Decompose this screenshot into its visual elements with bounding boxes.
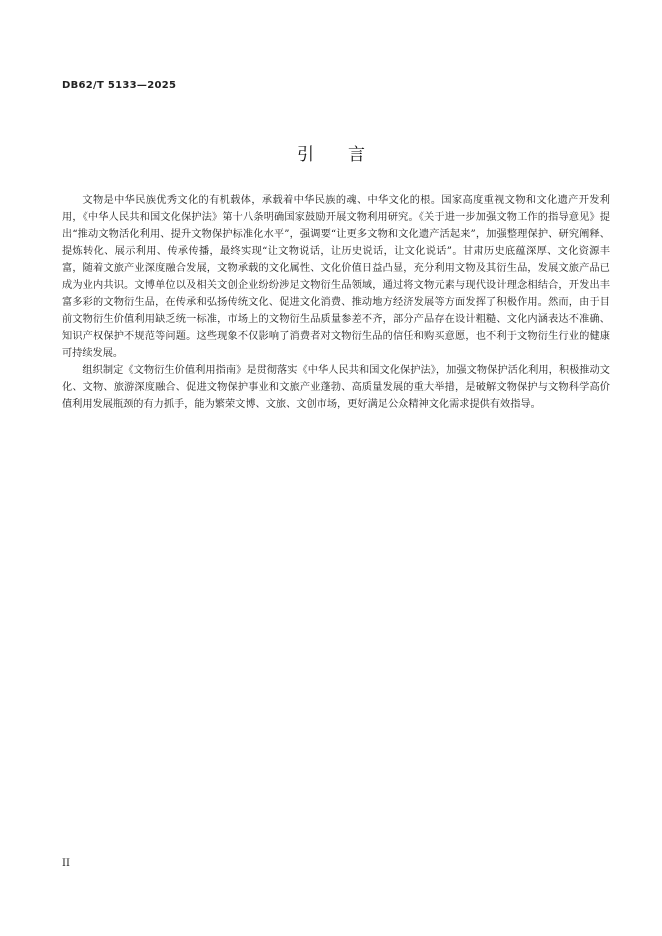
body-text — [62, 192, 610, 413]
paragraph-1: 文物是中华民族优秀文化的有机载体，承载着中华民族的魂、中华文化的根。国家高度重视文物和文化遗产开发利用，《中华人民共和国文化保护法》第十八条明确国家鼓励开展文物利用研究。《关于进一步加强文物工作的指导意见》提出“推动文物活化利用、提升文物保护标准化水平”，强调要“让更多文物和文化遗产活起来”，加强整理保护、研究阐释、提炼转化、展示利用、传承传播，最终实现“让文物说话，让历史说话，让文化说话”。甘肃历史底蕴深厚、文化资源丰富，随着文旅产业深度融合发展，文物承载的文化属性、文化价值日益凸显，充分利用文物及其衍生品，发展文旅产品已成为业内共识。文博单位以及相关文创企业纷纷涉足文物衍生品领域，通过将文物元素与现代设计理念相结合，开发出丰富多彩的文物衍生品，在传承和弘扬传统文化、促进文化消费、推动地方经济发展等方面发挥了积极作用。然而，由于目前文物衍生价值利用缺乏统一标准，市场上的文物衍生品质量参差不齐，部分产品存在设计粗糙、文化内涵表达不准确、知识产权保护不规范等问题。这些现象不仅影响了消费者对文物衍生品的信任和购买意愿，也不利于文物衍生行业的健康可持续发展。 — [62, 195, 610, 359]
paragraph-2: 组织制定《文物衍生价值利用指南》是贯彻落实《中华人民共和国文化保护法》，加强文物保护活化利用，积极推动文化、文物、旅游深度融合、促进文物保护事业和文旅产业蓬勃、高质量发展的重大举措，是破解文物保护与文物科学高价值利用发展瓶颈的有力抓手，能为繁荣文博、文旅、文创市场，更好满足公众精神文化需求提供有效指导。 — [62, 365, 610, 410]
header-divider — [62, 98, 600, 99]
page-number: II — [62, 858, 70, 869]
section-title: 引言 — [297, 145, 399, 165]
standard-code: DB62/T 5133—2025 — [62, 80, 177, 91]
